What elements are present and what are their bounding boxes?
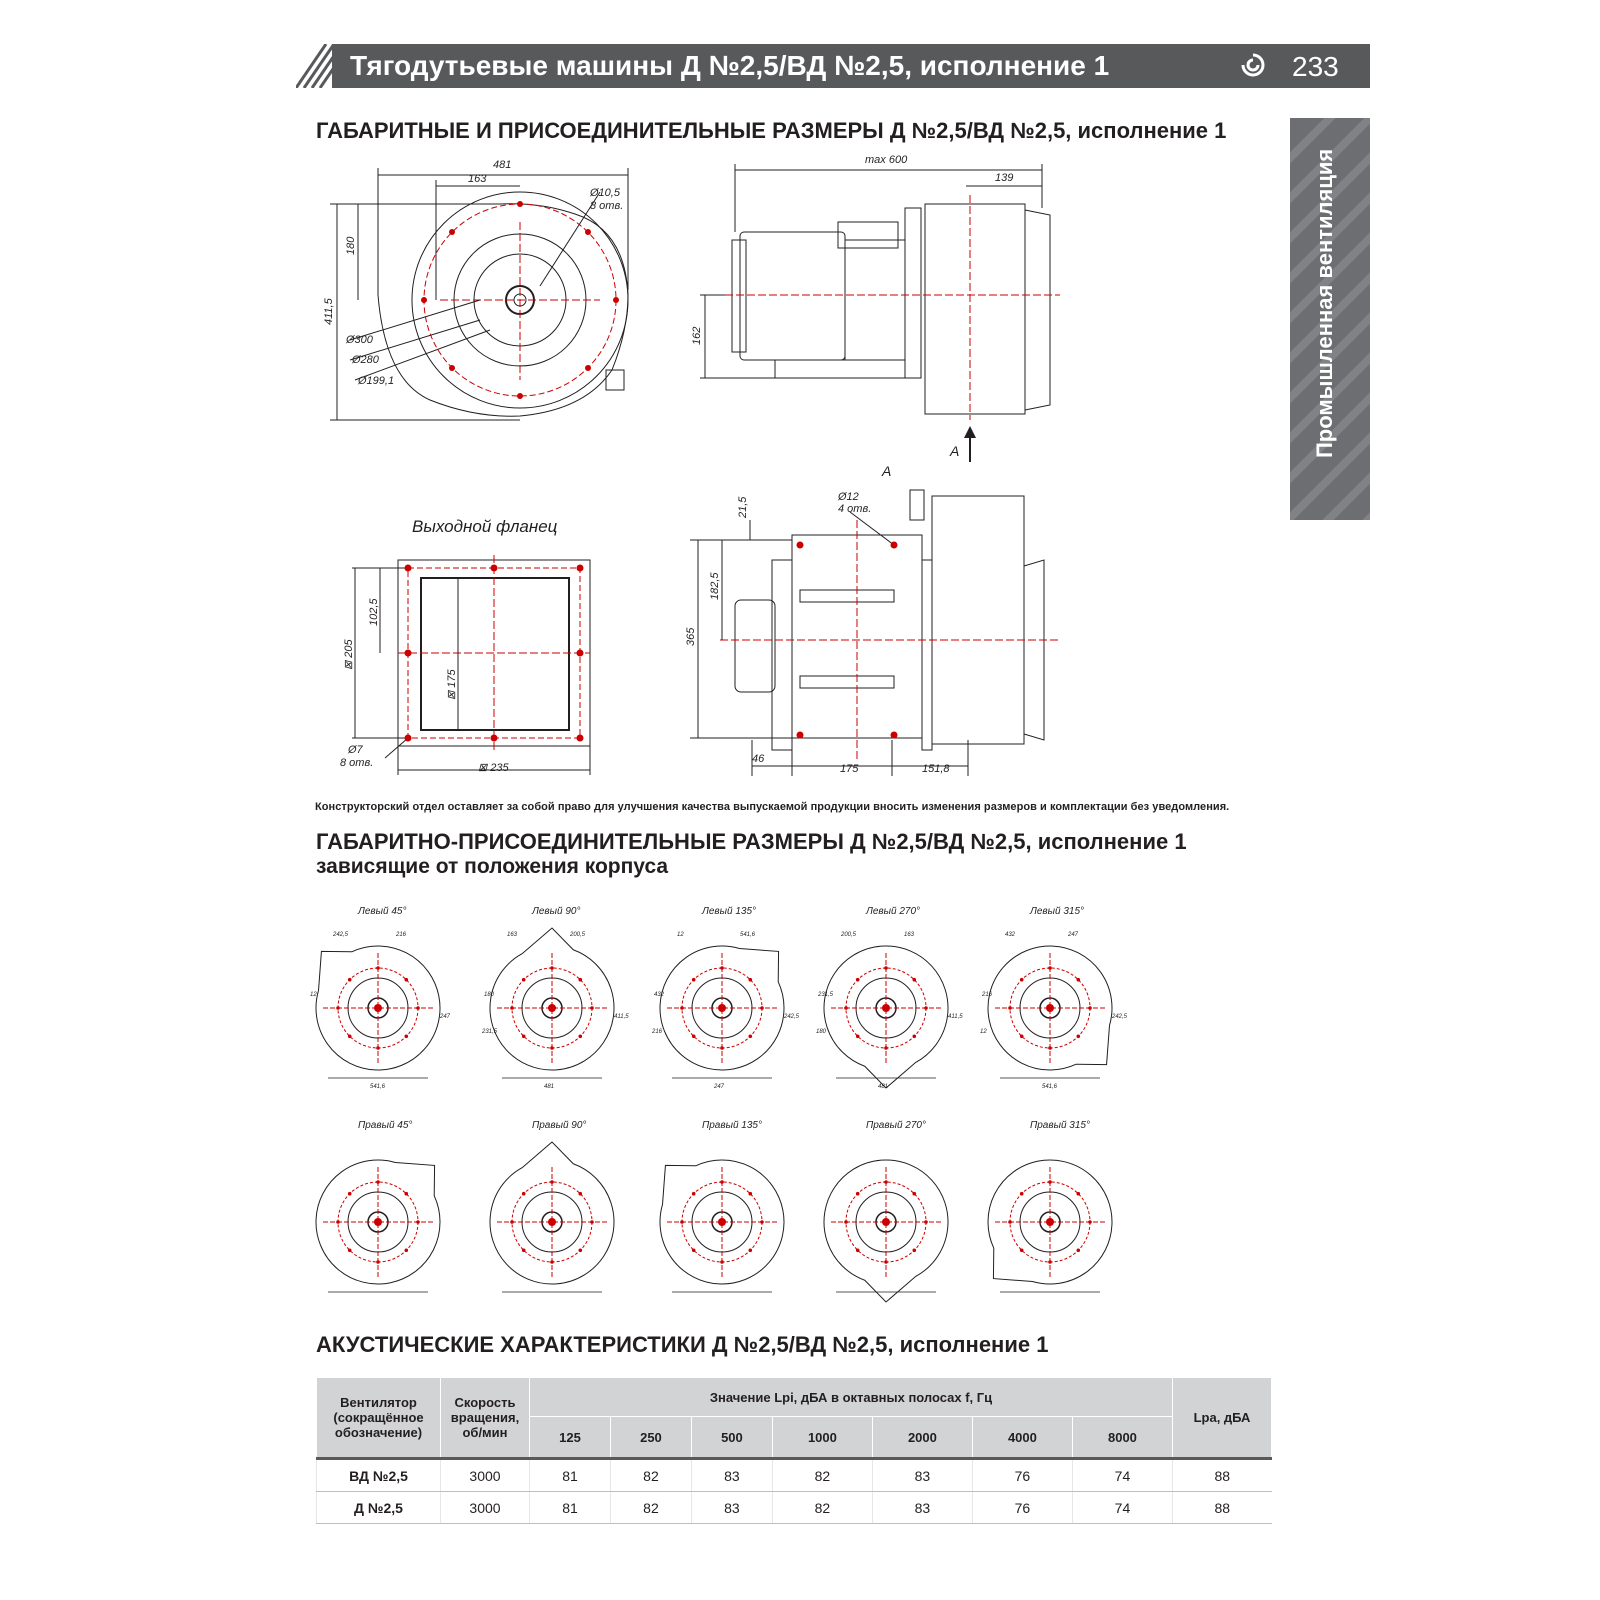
- housing-bolt-hole: [844, 1220, 848, 1224]
- housing-bolt-hole: [760, 1006, 764, 1010]
- view-a-drawing: [690, 490, 1060, 776]
- housing-bolt-hole: [844, 1006, 848, 1010]
- band-value-cell: 83: [872, 1492, 972, 1524]
- housing-bolt-hole: [348, 1034, 352, 1038]
- fan-cell: Д №2,5: [317, 1492, 441, 1524]
- section3-title: АКУСТИЧЕСКИЕ ХАРАКТЕРИСТИКИ Д №2,5/ВД №2,5, исполнение 1: [316, 1332, 1049, 1357]
- housing-position-label: Левый 270°: [866, 906, 921, 917]
- band-value-cell: 83: [691, 1492, 772, 1524]
- housing-bolt-hole: [522, 1034, 526, 1038]
- view-a-dim-height: 365: [685, 627, 697, 646]
- housing-dim-label: 200,5: [841, 932, 857, 938]
- housing-bolt-hole: [522, 1192, 526, 1196]
- housing-bolt-hole: [578, 1248, 582, 1252]
- band-value-cell: 81: [530, 1492, 611, 1524]
- left-housing-3: [651, 906, 800, 1090]
- housing-bolt-hole: [1020, 1034, 1024, 1038]
- housing-bolt-hole: [884, 1180, 888, 1184]
- housing-dim-label: 247: [714, 1084, 725, 1090]
- housing-bolt-hole: [578, 1034, 582, 1038]
- band-value-cell: 82: [610, 1459, 691, 1492]
- housing-bolt-hole: [348, 978, 352, 982]
- housing-bolt-hole: [1076, 1248, 1080, 1252]
- housing-bolt-hole: [692, 1248, 696, 1252]
- housing-position-label: Правый 90°: [532, 1120, 587, 1131]
- housing-bolt-hole: [376, 966, 380, 970]
- housing-position-label: Правый 315°: [1030, 1120, 1090, 1131]
- housing-bolt-hole: [404, 1248, 408, 1252]
- view-a-dim-left: 46: [752, 753, 765, 765]
- housing-bolt-hole: [510, 1220, 514, 1224]
- page-number: 233: [1292, 51, 1339, 82]
- housing-bolt-hole: [884, 966, 888, 970]
- housing-dim-label: 216: [652, 1029, 663, 1035]
- table-row: [317, 1492, 1272, 1524]
- right-housing-2: [490, 1120, 614, 1292]
- housing-dim-label: 216: [982, 992, 993, 998]
- housing-dim-label: 541,6: [1042, 1084, 1058, 1090]
- housing-bolt-hole: [680, 1006, 684, 1010]
- housing-bolt-hole: [1020, 978, 1024, 982]
- housing-bolt-hole: [856, 978, 860, 982]
- housing-bolt-hole: [590, 1220, 594, 1224]
- housing-position-label: Левый 135°: [702, 906, 757, 917]
- front-dim-d1: Ø300: [346, 334, 373, 346]
- housing-bolt-hole: [1076, 978, 1080, 982]
- housing-bolt-hole: [336, 1006, 340, 1010]
- housing-dim-label: 163: [507, 932, 518, 938]
- housing-bolt-hole: [720, 1260, 724, 1264]
- housing-bolt-hole: [748, 978, 752, 982]
- right-housing-5: [988, 1120, 1112, 1292]
- view-a-dim-mid: 182,5: [709, 572, 721, 600]
- side-dim-inlet: 139: [995, 172, 1014, 184]
- band-header-125: 125: [530, 1417, 611, 1459]
- housing-position-label: Левый 90°: [532, 906, 581, 917]
- left-housing-1: [310, 906, 451, 1090]
- front-dim-width: 481: [493, 159, 512, 171]
- disclaimer-note: Конструкторский отдел оставляет за собой право для улучшения качества выпускаемой продукции вносить изменения размеров и комплектации без уведомления.: [315, 801, 1230, 813]
- housing-bolt-hole: [884, 1260, 888, 1264]
- housing-bolt-hole: [884, 1046, 888, 1050]
- housing-bolt-hole: [336, 1220, 340, 1224]
- speed-cell: 3000: [441, 1492, 530, 1524]
- housing-dim-label: 432: [654, 992, 665, 998]
- fan-cell: ВД №2,5: [317, 1459, 441, 1492]
- housing-dim-label: 411,5: [614, 1014, 629, 1020]
- housing-position-label: Правый 270°: [866, 1120, 926, 1131]
- housing-position-label: Правый 45°: [358, 1120, 413, 1131]
- housing-bolt-hole: [720, 1046, 724, 1050]
- housing-bolt-hole: [1008, 1006, 1012, 1010]
- housing-bolt-hole: [912, 1192, 916, 1196]
- housing-dim-label: 541,6: [740, 932, 756, 938]
- housing-bolt-hole: [522, 1248, 526, 1252]
- flange-dim-half: 102,5: [368, 598, 380, 626]
- flange-dim-holes-count: 8 отв.: [340, 757, 374, 769]
- side-view-drawing: [700, 164, 1060, 420]
- housing-dim-label: 432: [1005, 932, 1016, 938]
- band-header-500: 500: [691, 1417, 772, 1459]
- housing-bolt-hole: [760, 1220, 764, 1224]
- housing-dim-label: 481: [878, 1084, 889, 1090]
- housing-dim-label: 12: [310, 992, 317, 998]
- total-cell: 88: [1173, 1492, 1272, 1524]
- housing-bolt-hole: [692, 978, 696, 982]
- housing-bolt-hole: [912, 1248, 916, 1252]
- housing-bolt-hole: [748, 1192, 752, 1196]
- housing-bolt-hole: [578, 978, 582, 982]
- housing-bolt-hole: [416, 1220, 420, 1224]
- view-a-dim-holes-count: 4 отв.: [838, 503, 872, 515]
- housing-bolt-hole: [550, 966, 554, 970]
- front-dim-hole: Ø10,5: [590, 187, 620, 199]
- front-dim-height-total: 411,5: [323, 298, 335, 325]
- housing-dim-label: 180: [484, 992, 495, 998]
- side-arrow-label: А: [950, 443, 960, 459]
- side-view-arrow: [964, 426, 976, 462]
- band-value-cell: 76: [972, 1459, 1072, 1492]
- left-housings: [310, 906, 1128, 1090]
- housing-position-label: Правый 135°: [702, 1120, 762, 1131]
- housing-bolt-hole: [1008, 1220, 1012, 1224]
- housing-dim-label: 247: [1068, 932, 1079, 938]
- housing-bolt-hole: [856, 1192, 860, 1196]
- right-housings: [316, 1120, 1112, 1302]
- col-group-header: Значение Lpi, дБА в октавных полосах f, Гц: [530, 1378, 1173, 1417]
- housing-bolt-hole: [1076, 1034, 1080, 1038]
- band-value-cell: 83: [872, 1459, 972, 1492]
- housing-bolt-hole: [924, 1006, 928, 1010]
- total-cell: 88: [1173, 1459, 1272, 1492]
- housing-dim-label: 247: [440, 1014, 451, 1020]
- acoustic-table: [316, 1377, 1272, 1524]
- housing-bolt-hole: [348, 1192, 352, 1196]
- right-housing-4: [824, 1120, 948, 1302]
- housing-bolt-hole: [720, 966, 724, 970]
- flange-dim-hole: Ø7: [348, 744, 363, 756]
- housing-bolt-hole: [404, 1034, 408, 1038]
- housing-bolt-hole: [748, 1034, 752, 1038]
- housing-bolt-hole: [348, 1248, 352, 1252]
- housing-bolt-hole: [912, 978, 916, 982]
- housing-dim-label: 411,5: [948, 1014, 963, 1020]
- band-value-cell: 83: [691, 1459, 772, 1492]
- side-dim-axis-height: 162: [691, 326, 703, 345]
- housing-dim-label: 12: [677, 932, 684, 938]
- housing-dim-label: 200,5: [570, 932, 586, 938]
- housing-bolt-hole: [856, 1034, 860, 1038]
- housing-dim-label: 231,5: [818, 992, 834, 998]
- housing-bolt-hole: [720, 1180, 724, 1184]
- housing-bolt-hole: [550, 1046, 554, 1050]
- band-header-4000: 4000: [972, 1417, 1072, 1459]
- housing-dim-label: 163: [904, 932, 915, 938]
- housing-bolt-hole: [1048, 1180, 1052, 1184]
- housing-dim-label: 231,5: [482, 1029, 498, 1035]
- view-a-dim-right: 151,8: [922, 763, 950, 775]
- flange-drawing: [352, 555, 590, 775]
- housing-dim-label: 12: [980, 1029, 987, 1035]
- left-housing-4: [816, 906, 963, 1090]
- housing-bolt-hole: [376, 1260, 380, 1264]
- view-a-dim-center: 175: [840, 763, 859, 775]
- col-fan-header: Вентилятор (сокращённое обозначение): [317, 1378, 441, 1459]
- housing-dim-label: 541,6: [370, 1084, 386, 1090]
- housing-bolt-hole: [1088, 1006, 1092, 1010]
- col-total-header: Lpa, дБА: [1173, 1378, 1272, 1459]
- table-row: [317, 1459, 1272, 1492]
- flange-dim-inner: ⊠ 175: [446, 669, 458, 700]
- housing-dim-label: 481: [544, 1084, 555, 1090]
- acoustic-table-body: [317, 1459, 1272, 1524]
- band-header-2000: 2000: [872, 1417, 972, 1459]
- housing-bolt-hole: [510, 1006, 514, 1010]
- left-housing-5: [980, 906, 1128, 1090]
- flange-dim-outer: ⊠ 205: [343, 639, 355, 670]
- front-dim-d3: Ø199,1: [358, 375, 395, 387]
- section1-title: ГАБАРИТНЫЕ И ПРИСОЕДИНИТЕЛЬНЫЕ РАЗМЕРЫ Д №2,5/ВД №2,5, исполнение 1: [316, 118, 1227, 143]
- band-value-cell: 82: [772, 1492, 872, 1524]
- front-dim-holes-count: 8 отв.: [590, 200, 624, 212]
- housing-bolt-hole: [1048, 966, 1052, 970]
- view-a-label: А: [882, 463, 892, 479]
- housing-bolt-hole: [1048, 1260, 1052, 1264]
- housing-bolt-hole: [376, 1046, 380, 1050]
- housing-bolt-hole: [912, 1034, 916, 1038]
- band-header-250: 250: [610, 1417, 691, 1459]
- right-housing-3: [660, 1120, 784, 1292]
- band-value-cell: 81: [530, 1459, 611, 1492]
- housing-bolt-hole: [404, 978, 408, 982]
- band-value-cell: 82: [610, 1492, 691, 1524]
- housing-bolt-hole: [1048, 1046, 1052, 1050]
- side-dim-max-width: max 600: [865, 154, 908, 166]
- housing-position-label: Левый 45°: [358, 906, 407, 917]
- band-header-1000: 1000: [772, 1417, 872, 1459]
- housing-bolt-hole: [376, 1180, 380, 1184]
- housing-dim-label: 180: [816, 1029, 827, 1035]
- front-dim-d2: Ø280: [352, 354, 379, 366]
- housing-bolt-hole: [550, 1180, 554, 1184]
- housing-bolt-hole: [522, 978, 526, 982]
- housing-bolt-hole: [590, 1006, 594, 1010]
- flange-caption: Выходной фланец: [412, 517, 558, 536]
- band-value-cell: 74: [1072, 1459, 1172, 1492]
- band-value-cell: 76: [972, 1492, 1072, 1524]
- section2-title: ГАБАРИТНО-ПРИСОЕДИНИТЕЛЬНЫЕ РАЗМЕРЫ Д №2,5/ВД №2,5, исполнение 1: [316, 829, 1187, 854]
- left-housing-2: [481, 906, 629, 1090]
- speed-cell: 3000: [441, 1459, 530, 1492]
- front-dim-offset: 163: [468, 173, 487, 185]
- col-speed-header: Скорость вращения, об/мин: [441, 1378, 530, 1459]
- housing-bolt-hole: [1020, 1248, 1024, 1252]
- band-value-cell: 82: [772, 1459, 872, 1492]
- front-dim-height-axis: 180: [345, 236, 357, 255]
- housing-bolt-hole: [1076, 1192, 1080, 1196]
- housing-dim-label: 242,5: [784, 1014, 800, 1020]
- housing-bolt-hole: [550, 1260, 554, 1264]
- housing-bolt-hole: [680, 1220, 684, 1224]
- section2-subtitle: зависящие от положения корпуса: [316, 855, 669, 878]
- band-header-8000: 8000: [1072, 1417, 1172, 1459]
- housing-bolt-hole: [856, 1248, 860, 1252]
- housing-bolt-hole: [748, 1248, 752, 1252]
- housing-bolt-hole: [1088, 1220, 1092, 1224]
- housing-bolt-hole: [924, 1220, 928, 1224]
- band-value-cell: 74: [1072, 1492, 1172, 1524]
- housing-bolt-hole: [1020, 1192, 1024, 1196]
- housing-position-label: Левый 315°: [1030, 906, 1085, 917]
- view-a-dim-hole: Ø12: [838, 491, 859, 503]
- housing-bolt-hole: [578, 1192, 582, 1196]
- housing-bolt-hole: [416, 1006, 420, 1010]
- view-a-dim-top: 21,5: [737, 496, 749, 518]
- housing-bolt-hole: [692, 1034, 696, 1038]
- housing-dim-label: 242,5: [1112, 1014, 1128, 1020]
- housing-dim-label: 242,5: [333, 932, 349, 938]
- flange-dim-bottom: ⊠ 235: [478, 762, 509, 774]
- housing-bolt-hole: [692, 1192, 696, 1196]
- header-title: Тягодутьевые машины Д №2,5/ВД №2,5, исполнение 1: [350, 50, 1110, 81]
- housing-bolt-hole: [404, 1192, 408, 1196]
- housing-dim-label: 216: [396, 932, 407, 938]
- side-tab-label: Промышленная вентиляция: [1312, 148, 1337, 458]
- right-housing-1: [316, 1120, 440, 1292]
